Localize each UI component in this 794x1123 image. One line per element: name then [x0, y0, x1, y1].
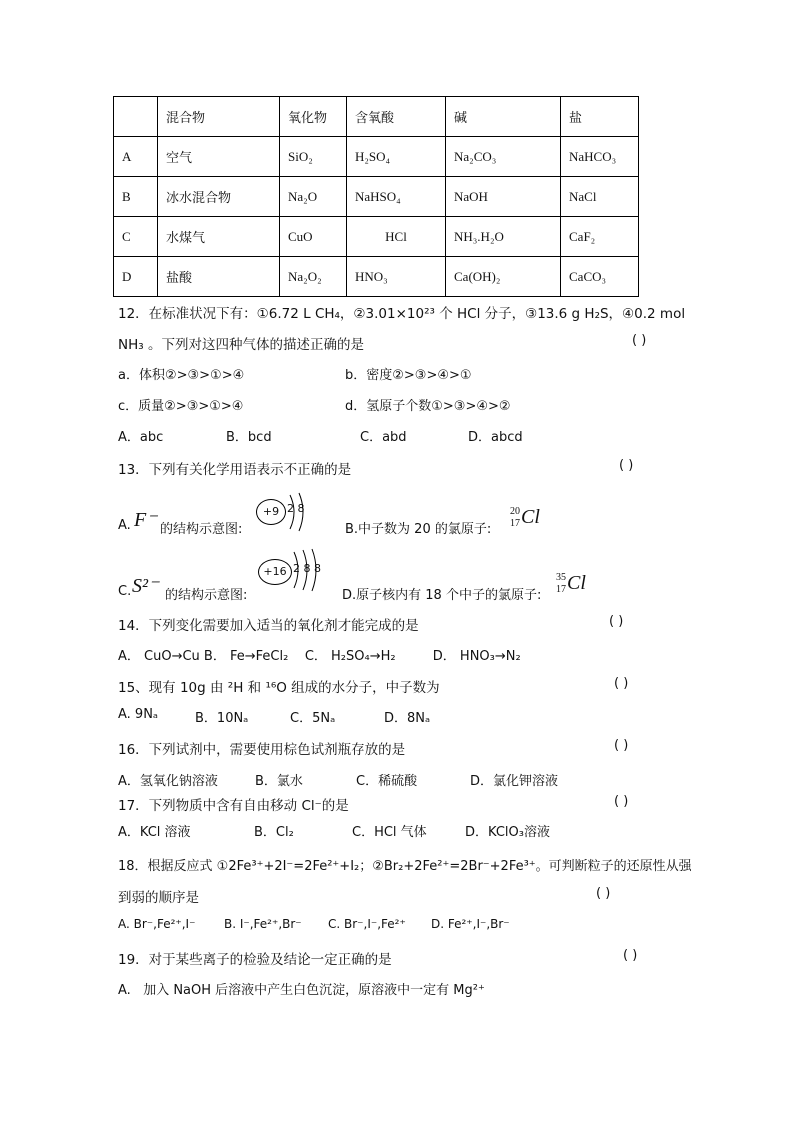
table-cell: A: [114, 137, 158, 177]
fluoride-nucleus: +9: [256, 499, 286, 525]
table-cell: C: [114, 217, 158, 257]
q12-statement-c: c．质量②>③>①>④: [118, 399, 244, 414]
q13-stem: 13．下列有关化学用语表示不正确的是: [118, 462, 352, 478]
q17-choice-d: D．KClO₃溶液: [465, 825, 550, 840]
q12-choice-b: B．bcd: [226, 430, 272, 445]
sulfide-shell-arcs-icon: [288, 548, 324, 592]
table-header-cell: 混合物: [158, 97, 280, 137]
q15-stem: 15、现有 10g 由 ²H 和 ¹⁶O 组成的水分子，中子数为: [118, 680, 440, 696]
q16-choice-c: C．稀硫酸: [356, 774, 418, 789]
q16-stem: 16．下列试剂中，需要使用棕色试剂瓶存放的是: [118, 742, 406, 758]
sulfide-electron-shells: 2 8 8: [293, 562, 321, 575]
q12-stem: 12．在标准状况下有：①6.72 L CH₄，②3.01×10²³ 个 HCl 分子，③13.6 g H₂S，④0.2 mol: [118, 306, 686, 322]
table-header-cell: 碱: [446, 97, 561, 137]
q17-choice-c: C．HCl 气体: [352, 825, 427, 840]
q13-option-a-label: A.: [118, 518, 131, 533]
q15-choice-b: B．10Nₐ: [195, 711, 249, 726]
fluoride-ion-symbol: F⁻: [134, 509, 157, 531]
table-cell: SiO₂: [280, 137, 347, 177]
q12-choice-a: A．abc: [118, 430, 164, 445]
q18-choice-d: D. Fe²⁺,I⁻,Br⁻: [431, 917, 510, 931]
table-cell: HNO₃: [347, 257, 446, 297]
q12-statement-d: d．氢原子个数①>③>④>②: [345, 399, 511, 414]
table-header-cell: 氧化物: [280, 97, 347, 137]
table-cell: HCl: [347, 217, 446, 257]
table-row: [114, 217, 639, 257]
isotope-element-symbol: Cl: [567, 572, 586, 594]
q13-option-b-text: B.中子数为 20 的氯原子:: [345, 522, 492, 537]
q15-choice-a: A. 9Nₐ: [118, 707, 159, 722]
table-cell: 冰水混合物: [158, 177, 280, 217]
sulfide-nucleus: +16: [258, 559, 292, 585]
q17-choice-a: A．KCl 溶液: [118, 825, 191, 840]
table-header-cell: 含氧酸: [347, 97, 446, 137]
q13-answer-paren: ( ): [619, 458, 634, 473]
q15-choice-d: D．8Nₐ: [384, 711, 431, 726]
table-cell: CaCO₃: [561, 257, 639, 297]
table-row: [114, 137, 639, 177]
table-cell: CaF₂: [561, 217, 639, 257]
q12-choice-d: D．abcd: [468, 430, 523, 445]
q13-option-d-text: D.原子核内有 18 个中子的氯原子:: [342, 588, 542, 603]
table-cell: NaHSO₄: [347, 177, 446, 217]
q12-statement-a: a．体积②>③>①>④: [118, 368, 245, 383]
q14-answer-paren: ( ): [609, 614, 624, 629]
table-cell: NaHCO₃: [561, 137, 639, 177]
q15-answer-paren: ( ): [614, 676, 629, 691]
table-cell: CuO: [280, 217, 347, 257]
q18-answer-paren: ( ): [596, 886, 611, 901]
q17-answer-paren: ( ): [614, 794, 629, 809]
q12-statement-b: b．密度②>③>④>①: [345, 368, 472, 383]
isotope-atomic-number: 17: [510, 518, 520, 529]
q15-choice-c: C．5Nₐ: [290, 711, 336, 726]
table-cell: 盐酸: [158, 257, 280, 297]
q12-answer-paren: ( ): [632, 333, 647, 348]
table-cell: 空气: [158, 137, 280, 177]
q13-option-a-text: 的结构示意图:: [160, 522, 243, 537]
table-header-cell: 盐: [561, 97, 639, 137]
table-cell: H₂SO₄: [347, 137, 446, 177]
table-header-row: [114, 97, 639, 137]
q13-option-c-label: C.: [118, 584, 132, 599]
q12-stem-cont: NH₃ 。下列对这四种气体的描述正确的是: [118, 337, 364, 353]
table-cell: 水煤气: [158, 217, 280, 257]
table-cell: D: [114, 257, 158, 297]
q14-stem: 14．下列变化需要加入适当的氧化剂才能完成的是: [118, 618, 419, 634]
table-cell: Ca(OH)₂: [446, 257, 561, 297]
table-cell: Na₂CO₃: [446, 137, 561, 177]
classification-table: [113, 96, 639, 297]
isotope-element-symbol: Cl: [521, 506, 540, 528]
q16-choice-a: A．氢氧化钠溶液: [118, 774, 218, 789]
q12-choice-c: C．abd: [360, 430, 407, 445]
isotope-mass-number: 35: [556, 572, 566, 583]
isotope-mass-number: 20: [510, 506, 520, 517]
q18-stem: 18．根据反应式 ①2Fe³⁺+2I⁻=2Fe²⁺+I₂；②Br₂+2Fe²⁺=2Br⁻+2Fe³⁺。可判断粒子的还原性从强: [118, 859, 692, 874]
q19-answer-paren: ( ): [623, 948, 638, 963]
fluoride-shell-arcs-icon: [284, 492, 310, 532]
table-header-cell: [114, 97, 158, 137]
table-cell: Na₂O: [280, 177, 347, 217]
q16-choice-d: D．氯化钾溶液: [470, 774, 559, 789]
table-cell: NaCl: [561, 177, 639, 217]
q16-choice-b: B．氯水: [255, 774, 303, 789]
table-cell: NaOH: [446, 177, 561, 217]
q13-option-c-text: 的结构示意图:: [165, 588, 248, 603]
q14-options: A． CuO→Cu B． Fe→FeCl₂ C． H₂SO₄→H₂ D． HNO₃→N₂: [118, 649, 521, 664]
table-row: [114, 177, 639, 217]
chlorine-20-isotope: [506, 506, 546, 534]
q19-option-a: A. 加入 NaOH 后溶液中产生白色沉淀，原溶液中一定有 Mg²⁺: [118, 983, 485, 998]
sulfide-ion-symbol: S²⁻: [132, 575, 159, 597]
q18-choice-c: C. Br⁻,I⁻,Fe²⁺: [328, 917, 406, 931]
q16-answer-paren: ( ): [614, 738, 629, 753]
fluoride-electron-shells: 2 8: [287, 502, 305, 515]
table-cell: Na₂O₂: [280, 257, 347, 297]
q17-choice-b: B．Cl₂: [254, 825, 294, 840]
table-row: [114, 257, 639, 297]
q18-stem-cont: 到弱的顺序是: [118, 890, 199, 906]
isotope-atomic-number: 17: [556, 584, 566, 595]
q17-stem: 17．下列物质中含有自由移动 Cl⁻的是: [118, 798, 349, 814]
q18-choice-a: A. Br⁻,Fe²⁺,I⁻: [118, 917, 196, 931]
table-cell: NH₃.H₂O: [446, 217, 561, 257]
q19-stem: 19．对于某些离子的检验及结论一定正确的是: [118, 952, 392, 968]
table-cell: B: [114, 177, 158, 217]
chlorine-35-isotope: [552, 572, 592, 600]
q18-choice-b: B. I⁻,Fe²⁺,Br⁻: [224, 917, 302, 931]
